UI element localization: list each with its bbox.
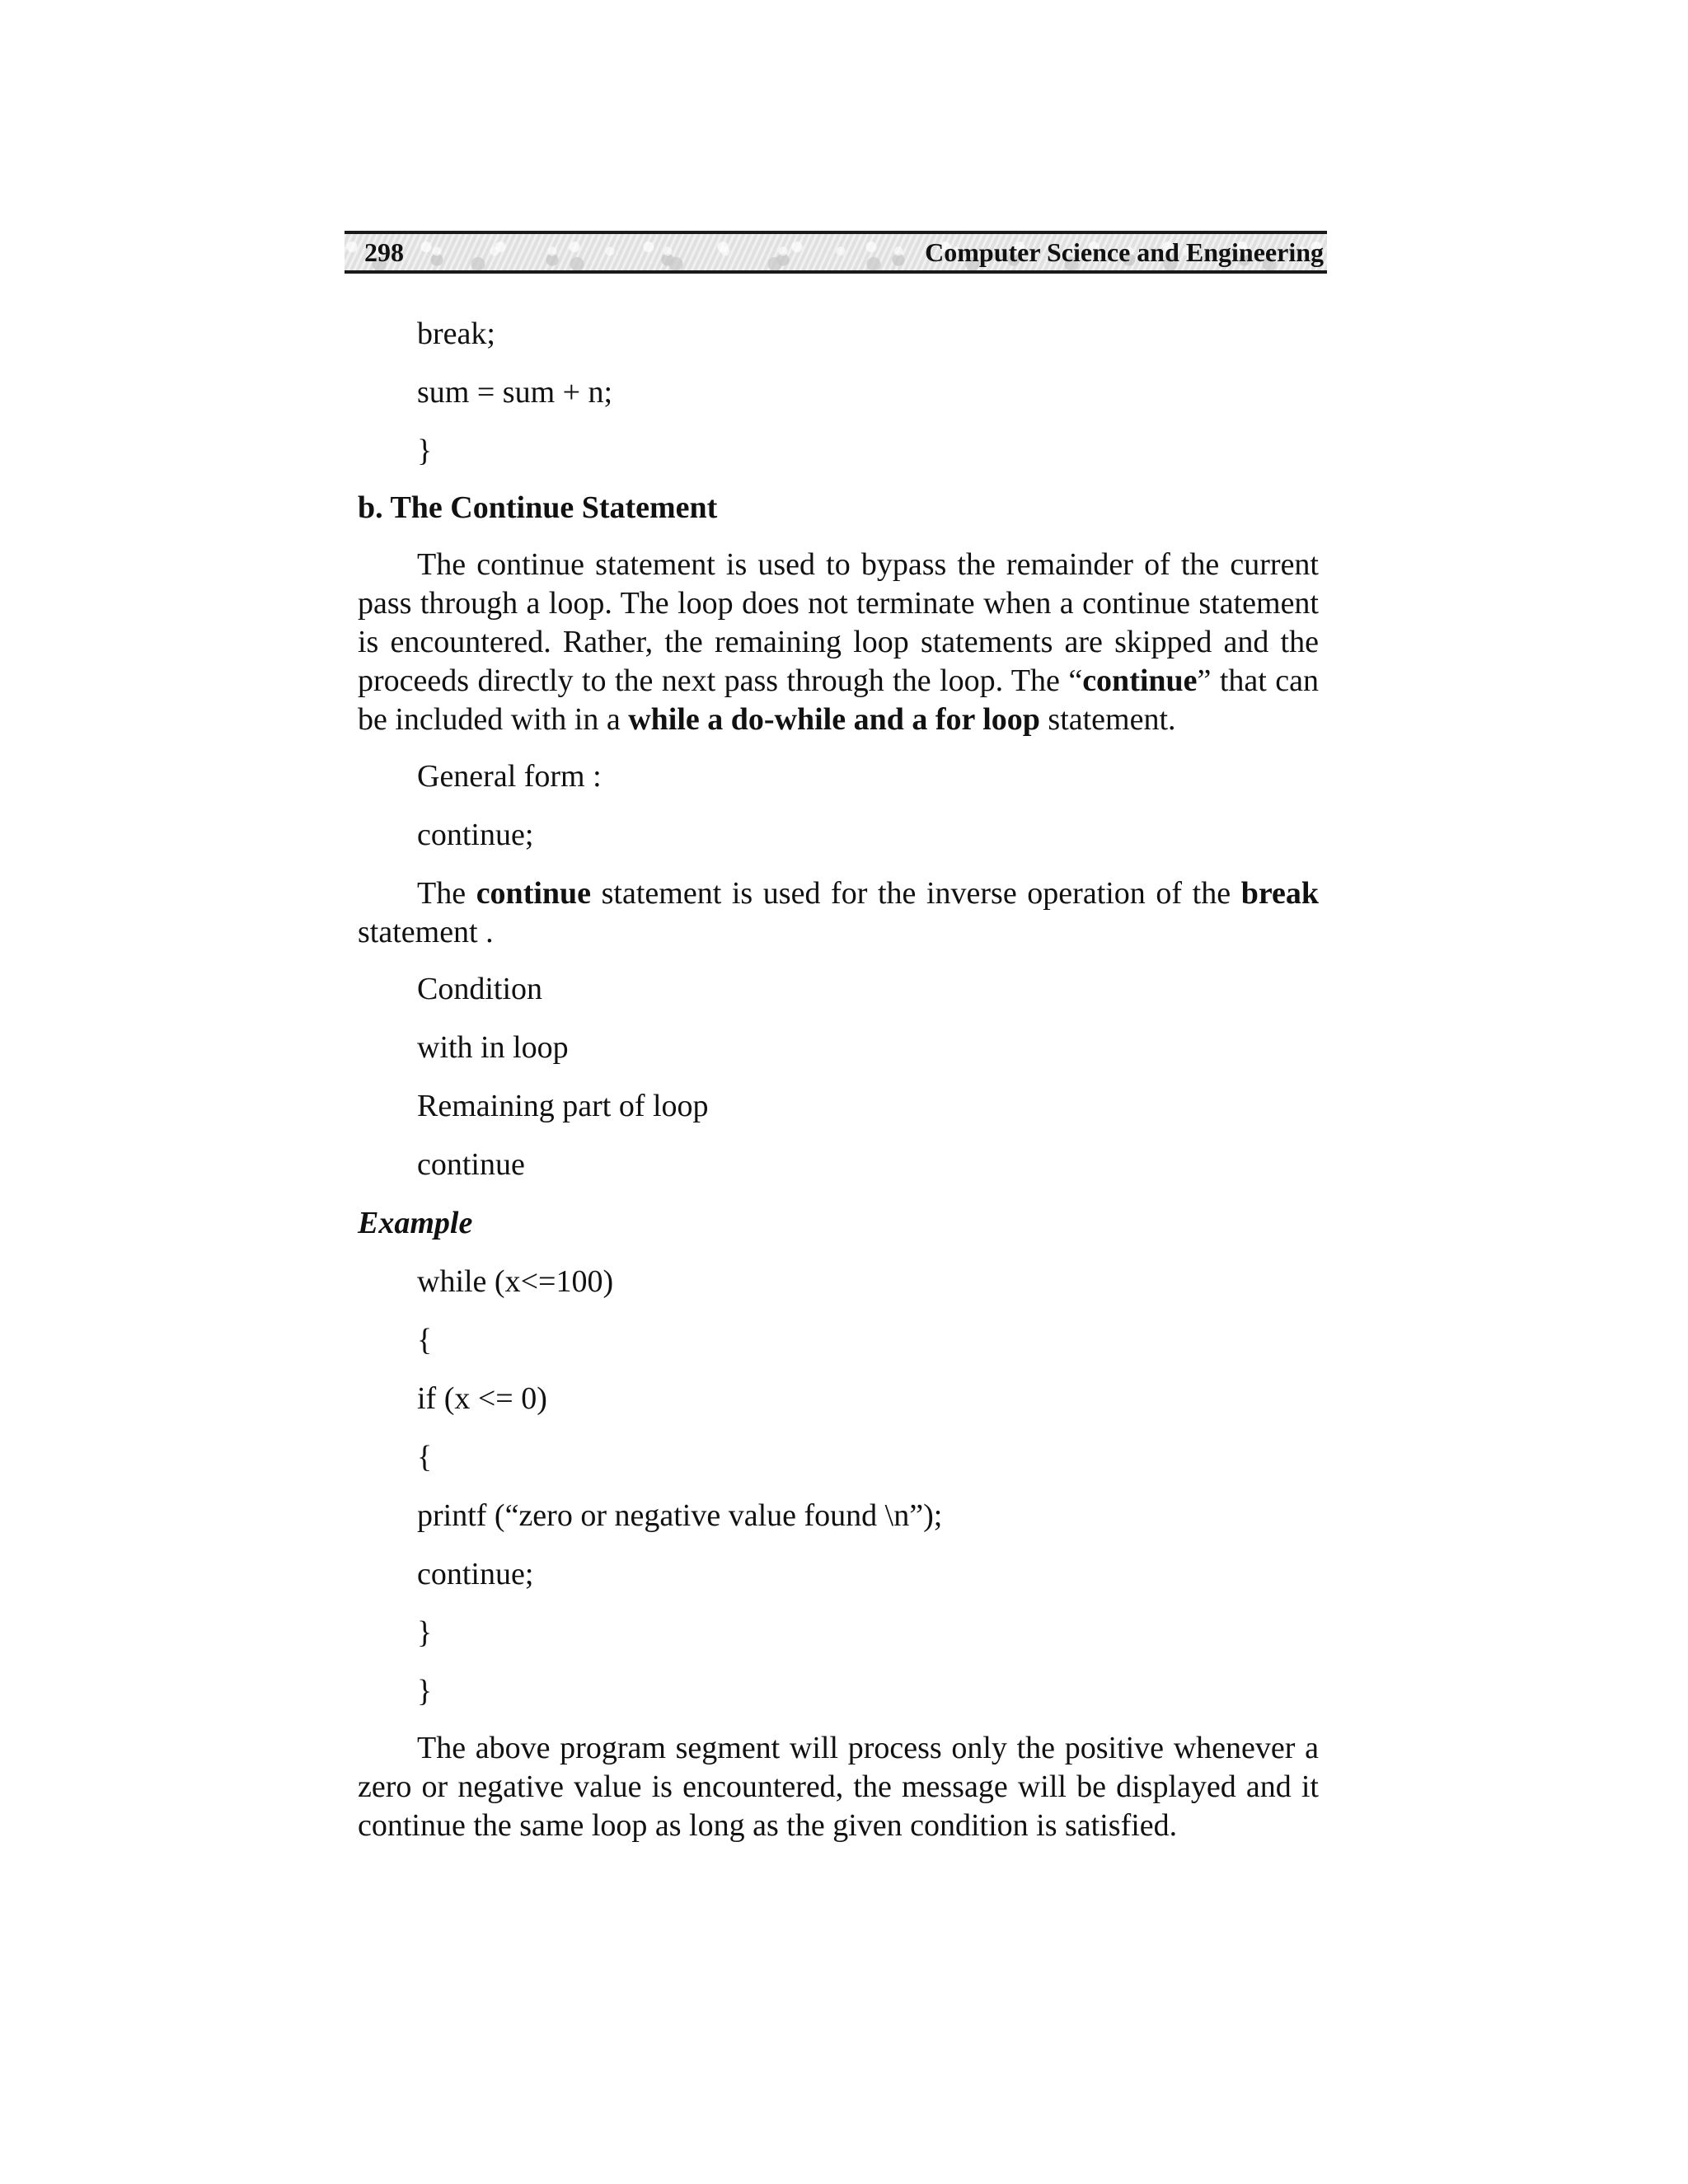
para2-text-3: statement . <box>358 915 494 949</box>
example-code-line: while (x<=100) <box>417 1264 614 1299</box>
diagram-line-continue: continue <box>417 1147 525 1182</box>
para2-bold-continue: continue <box>476 876 592 911</box>
example-heading: Example <box>358 1206 473 1240</box>
diagram-line-condition: Condition <box>417 972 543 1006</box>
running-header <box>345 231 1327 274</box>
paragraph-inverse-operation <box>345 874 1327 952</box>
example-code-line: continue; <box>417 1557 534 1591</box>
example-code-line: } <box>417 1615 433 1650</box>
code-line-close-brace: } <box>417 434 433 468</box>
page-number: 298 <box>364 237 404 267</box>
para1-text-2: ” that can be included with in a <box>358 663 1319 737</box>
para1-text-3: statement. <box>1039 702 1176 737</box>
general-form-code: continue; <box>417 818 534 852</box>
diagram-line-remaining: Remaining part of loop <box>417 1089 709 1123</box>
para2-bold-break: break <box>1240 876 1320 911</box>
paragraph-example-explanation: The above program segment will process only the positive whenever a zero or negative value is encountered, the message will be displayed and it continue the same loop as long as the given condition is satisfied. <box>358 1731 1319 1843</box>
general-form-label: General form : <box>417 759 602 794</box>
example-code-line: printf (“zero or negative value found \n”); <box>417 1498 943 1533</box>
paragraph-continue-description <box>345 546 1327 739</box>
example-code-line: { <box>417 1323 433 1357</box>
example-code-line: if (x <= 0) <box>417 1381 547 1416</box>
para2-text-2: statement is used for the inverse operation of the <box>591 876 1241 911</box>
code-line-break: break; <box>417 316 495 351</box>
para1-text-1: The continue statement is used to bypass the remainder of the current pass through a loop. The loop does not terminate when a continue statement is encountered. Rather, the remaining loop statements are skipped and the proceeds directly to the next pass through the loop. The “ <box>358 547 1319 698</box>
para2-text-1: The <box>417 876 476 911</box>
page <box>345 231 1327 1845</box>
para1-bold-continue: continue <box>1082 663 1198 698</box>
para1-bold-loops: while a do-while and a for loop <box>628 702 1040 737</box>
code-line-sum: sum = sum + n; <box>417 375 613 410</box>
diagram-line-within-loop: with in loop <box>417 1030 569 1065</box>
section-heading: b. The Continue Statement <box>358 490 718 525</box>
example-code-line: } <box>417 1674 433 1708</box>
running-title: Computer Science and Engineering <box>925 237 1324 267</box>
example-code-line: { <box>417 1440 433 1474</box>
